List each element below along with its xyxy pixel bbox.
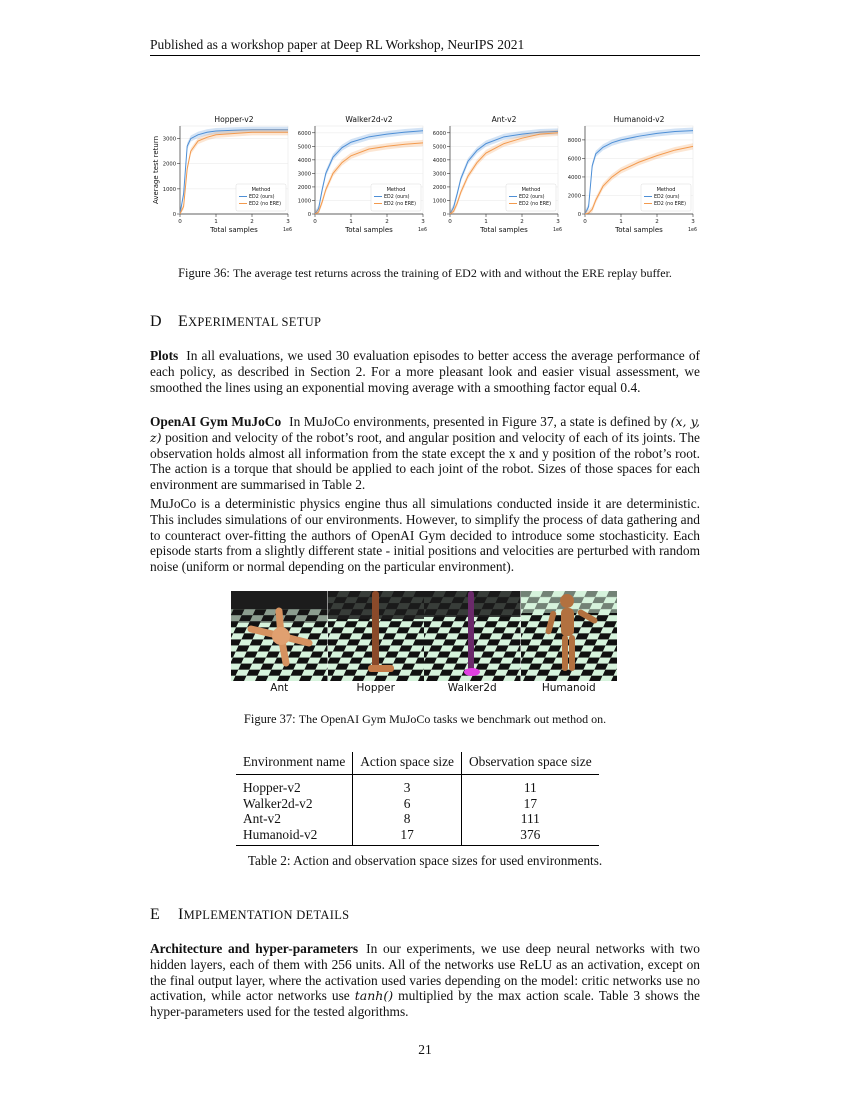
paragraph-gym-math: (x, y, z) (150, 414, 700, 445)
y-tick-label: 0 (172, 212, 176, 218)
x-tick-label: 3 (556, 219, 560, 225)
chart-panel-2 (433, 115, 562, 234)
paragraph-plots-text: In all evaluations, we used 30 evaluation episodes to better access the average performance of each policy, as described in Section 2. For a more pleasant look and easier visual assessment, we smoothed the lines using an exponential moving average with a smoothing factor equal 0.4. (150, 348, 700, 395)
section-e-title-initial: I (178, 906, 184, 923)
x-tick-label: 0 (448, 219, 452, 225)
table-cell: 8 (353, 811, 462, 827)
x-tick-label: 2 (520, 219, 524, 225)
legend-title: Method (521, 187, 541, 193)
table-cell: 11 (461, 775, 598, 796)
chart-panel-0 (152, 115, 292, 234)
x-tick-label: 2 (655, 219, 659, 225)
x-axis-label: Total samples (615, 226, 663, 234)
chart-title: Hopper-v2 (214, 115, 254, 124)
x-axis-label: Total samples (480, 226, 528, 234)
section-d-title-rest: XPERIMENTAL SETUP (188, 315, 322, 329)
table-row (236, 775, 599, 796)
humanoid-render-image (521, 591, 618, 681)
legend-entry: ED2 (ours) (384, 195, 410, 200)
table-2-caption: Table 2: Action and observation space sizes for used environments. (247, 853, 603, 868)
x-tick-label: 1 (349, 219, 353, 225)
table-cell: Walker2d-v2 (243, 795, 313, 811)
legend-entry: ED2 (no ERE) (519, 202, 551, 207)
x-axis-scale-label: 1e6 (552, 228, 562, 233)
table-header-action: Action space size (353, 752, 462, 775)
table-cell: 111 (461, 811, 598, 827)
x-tick-label: 3 (286, 219, 290, 225)
paragraph-mujoco-text: MuJoCo is a deterministic physics engine thus all simulations conducted inside it are deterministic. This includes simulations of our environments. However, to simplify the process of data gathering and to counteract over-fitting the authors of OpenAI Gym decided to introduce some stochasticity. Each episode starts from a slightly different state - initial positions and velocities are perturbed with random noise (uniform or normal depending on the particular environment). (150, 496, 700, 575)
section-d-heading (150, 313, 321, 331)
table-header-observation: Observation space size (461, 752, 598, 775)
table-cell: Humanoid-v2 (243, 826, 318, 842)
y-tick-label: 0 (307, 212, 311, 218)
paragraph-gym-mujoco (150, 414, 700, 493)
figure-37-caption-label: Figure 37: (243, 712, 296, 726)
table-cell: 6 (353, 796, 462, 812)
chart-title: Ant-v2 (491, 115, 517, 124)
y-tick-label: 5000 (297, 144, 311, 151)
table-row (236, 796, 599, 812)
y-tick-label: 4000 (567, 174, 581, 181)
x-tick-label: 3 (691, 219, 695, 225)
x-axis-scale-label: 1e6 (282, 228, 292, 233)
x-tick-label: 1 (619, 219, 623, 225)
x-axis-scale-label: 1e6 (687, 228, 697, 233)
paragraph-arch-text-a: In our experiments, we use deep neural networks with two hidden layers, each of them with 256 units. All of the networks use ReLU as an activation, except on the final output layer, where the activation used varies depending on the model: critic networks use no activation, while actor networks use (150, 941, 700, 1004)
figure-37-caption (150, 712, 700, 727)
y-tick-label: 0 (442, 212, 446, 218)
chart-panel-3 (568, 115, 697, 234)
section-d-number: D (150, 313, 162, 330)
y-tick-label: 2000 (432, 184, 446, 191)
y-tick-label: 2000 (162, 161, 176, 168)
x-tick-label: 0 (178, 219, 182, 225)
paragraph-arch-runin: Architecture and hyper-parameters (150, 941, 359, 956)
x-tick-label: 1 (214, 219, 218, 225)
table-cell: Hopper-v2 (243, 780, 301, 795)
x-tick-label: 2 (385, 219, 389, 225)
y-tick-label: 8000 (567, 137, 581, 144)
paragraph-plots-runin: Plots (150, 348, 179, 363)
page-number: 21 (418, 1042, 432, 1057)
table-header-row (236, 752, 599, 775)
figure-37-images (231, 591, 617, 681)
legend-entry: ED2 (ours) (654, 195, 680, 200)
x-tick-label: 2 (250, 219, 254, 225)
paragraph-gym-text-a: In MuJoCo environments, presented in Figure 37, a state is defined by (289, 414, 668, 429)
x-tick-label: 0 (583, 219, 587, 225)
figure-37-labels (231, 682, 617, 694)
y-tick-label: 3000 (297, 171, 311, 178)
x-tick-label: 0 (313, 219, 317, 225)
x-axis-label: Total samples (210, 226, 258, 234)
label-ant: Ant (270, 682, 289, 694)
paragraph-mujoco-deterministic (150, 496, 700, 575)
y-tick-label: 4000 (297, 157, 311, 164)
table-header-env: Environment name (243, 754, 346, 769)
legend-title: Method (386, 187, 406, 193)
chart-title: Humanoid-v2 (613, 115, 665, 124)
paragraph-architecture (150, 941, 700, 1020)
y-tick-label: 3000 (162, 136, 176, 143)
y-tick-label: 6000 (297, 130, 311, 137)
legend-entry: ED2 (ours) (519, 195, 545, 200)
y-tick-label: 2000 (297, 184, 311, 191)
table-row (236, 827, 599, 846)
x-axis-label: Total samples (345, 226, 393, 234)
y-tick-label: 2000 (567, 193, 581, 200)
figure-36-caption (150, 266, 700, 281)
legend-title: Method (656, 187, 676, 193)
x-axis-scale-label: 1e6 (417, 228, 427, 233)
table-2 (236, 752, 599, 846)
paragraph-plots (150, 348, 700, 395)
y-tick-label: 1000 (432, 198, 446, 205)
table-cell: 3 (353, 775, 462, 796)
legend-entry: ED2 (no ERE) (384, 202, 416, 207)
y-tick-label: 5000 (432, 144, 446, 151)
label-humanoid: Humanoid (541, 682, 596, 694)
section-e-heading (150, 906, 349, 924)
x-tick-label: 3 (421, 219, 425, 225)
legend-title: Method (251, 187, 271, 193)
section-e-title-rest: MPLEMENTATION DETAILS (183, 908, 350, 922)
table-cell: Ant-v2 (243, 811, 281, 826)
legend-entry: ED2 (no ERE) (654, 202, 686, 207)
y-tick-label: 1000 (297, 198, 311, 205)
table-cell: 17 (353, 827, 462, 846)
header-rule (150, 55, 700, 56)
table-row (236, 811, 599, 827)
section-d-title-initial: E (178, 313, 189, 330)
paragraph-gym-text-b: position and velocity of the robot’s root, and angular position and velocity of each of its joints. The observation holds almost all information from the state except the x and y position of the robot’s root. The action is a torque that should be applied to each joint of the robot. Sizes of those spaces for each environment are summarised in Table 2. (150, 429, 700, 493)
y-tick-label: 6000 (432, 130, 446, 137)
paragraph-gym-runin: OpenAI Gym MuJoCo (150, 414, 282, 429)
figure-36-caption-label: Figure 36: (178, 266, 230, 280)
label-hopper: Hopper (356, 682, 395, 694)
legend-entry: ED2 (ours) (249, 195, 275, 200)
table-cell: 376 (461, 827, 598, 846)
section-e-number: E (150, 906, 161, 923)
y-tick-label: 6000 (567, 156, 581, 163)
y-tick-label: 1000 (162, 186, 176, 193)
y-tick-label: 3000 (432, 171, 446, 178)
y-tick-label: 4000 (432, 157, 446, 164)
running-header: Published as a workshop paper at Deep RL Workshop, NeurIPS 2021 (150, 37, 525, 52)
y-axis-label: Average test return (152, 135, 160, 205)
chart-title: Walker2d-v2 (345, 115, 393, 124)
paragraph-arch-math: tanh() (354, 988, 394, 1004)
figure-36-charts (148, 112, 708, 242)
figure-36-caption-text: The average test returns across the training of ED2 with and without the ERE replay buffer. (232, 266, 672, 280)
chart-panel-1 (298, 115, 427, 234)
figure-37-caption-text: The OpenAI Gym MuJoCo tasks we benchmark out method on. (298, 712, 607, 726)
hopper-render-image (328, 591, 425, 681)
table-cell: 17 (461, 796, 598, 812)
legend-entry: ED2 (no ERE) (249, 202, 281, 207)
label-walker2d: Walker2d (447, 682, 497, 694)
paragraph-arch-text-b: multiplied by the max action scale. Table 3 shows the hyper-parameters used for the tested algorithms. (150, 988, 700, 1020)
walker2d-render-image (424, 591, 521, 681)
ant-render-image (231, 591, 328, 681)
x-tick-label: 1 (484, 219, 488, 225)
figure-36-svg (148, 112, 708, 242)
y-tick-label: 0 (577, 212, 581, 218)
